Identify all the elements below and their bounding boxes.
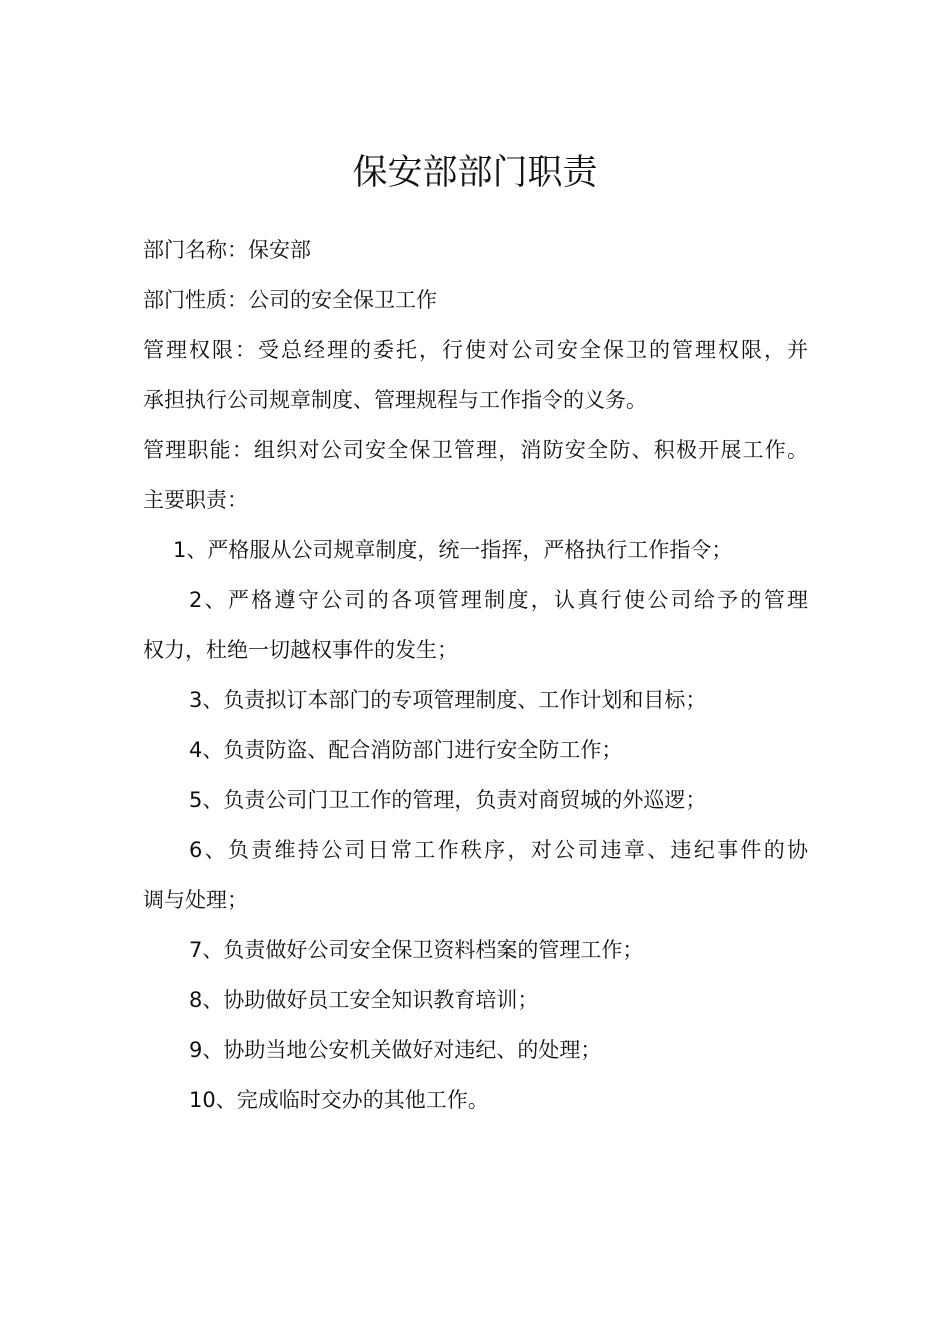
duty-item-6-line-2: 调与处理；	[143, 888, 248, 912]
duty-item-2-line-1: 2、严格遵守公司的各项管理制度，认真行使公司给予的管理	[189, 588, 808, 612]
duty-item-7: 7、负责做好公司安全保卫资料档案的管理工作；	[189, 938, 644, 962]
duty-item-10: 10、完成临时交办的其他工作。	[189, 1088, 489, 1112]
duty-item-2-line-2: 权力，杜绝一切越权事件的发生；	[143, 638, 458, 662]
duty-item-1: 1、严格服从公司规章制度，统一指挥，严格执行工作指令；	[173, 538, 733, 562]
authority-line-1: 管理权限：受总经理的委托，行使对公司安全保卫的管理权限，并	[143, 338, 808, 362]
department-name-line: 部门名称：保安部	[143, 238, 311, 262]
page-title: 保安部部门职责	[352, 153, 598, 194]
duty-item-3: 3、负责拟订本部门的专项管理制度、工作计划和目标；	[189, 688, 707, 712]
department-nature-line: 部门性质：公司的安全保卫工作	[143, 288, 437, 312]
document-body	[143, 225, 808, 1125]
duty-item-9: 9、协助当地公安机关做好对违纪、的处理；	[189, 1038, 602, 1062]
duty-item-6-line-1: 6、负责维持公司日常工作秩序，对公司违章、违纪事件的协	[189, 838, 808, 862]
duty-item-4: 4、负责防盗、配合消防部门进行安全防工作；	[189, 738, 623, 762]
duty-item-5: 5、负责公司门卫工作的管理，负责对商贸城的外巡逻；	[189, 788, 707, 812]
duty-item-8: 8、协助做好员工安全知识教育培训；	[189, 988, 539, 1012]
authority-line-2: 承担执行公司规章制度、管理规程与工作指令的义务。	[143, 388, 647, 412]
main-duties-heading: 主要职责：	[143, 488, 248, 512]
functions-line: 管理职能：组织对公司安全保卫管理，消防安全防、积极开展工作。	[143, 438, 808, 462]
